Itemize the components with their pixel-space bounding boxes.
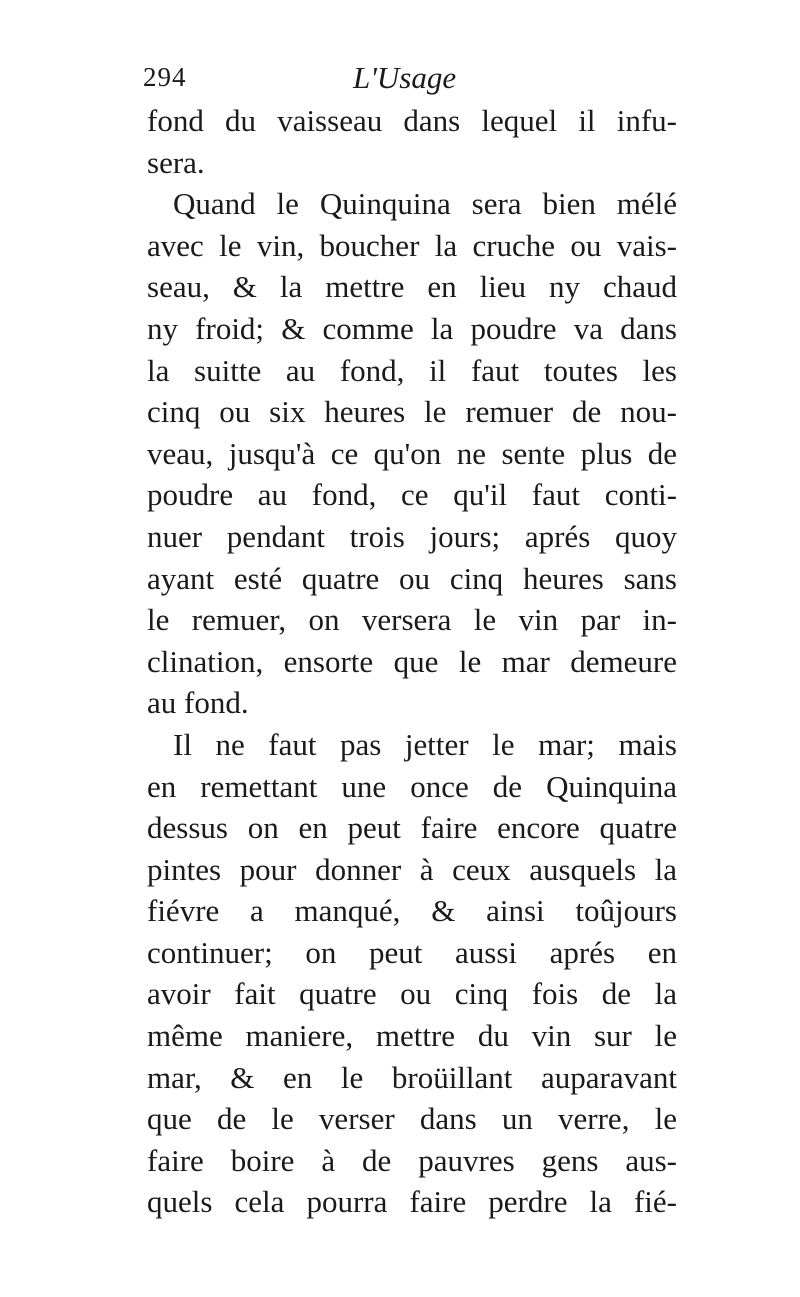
paragraph-first-line: Quand le Quinquina sera bien mélé	[173, 186, 677, 222]
text-line: ny froid; & comme la poudre va dans	[147, 310, 677, 346]
text-line: pintes pour donner à ceux ausquels la	[147, 851, 677, 887]
text-line: mar, & en le broüillant auparavant	[147, 1059, 677, 1095]
text-line: cinq ou six heures le remuer de nou-	[147, 394, 677, 430]
text-line: poudre au fond, ce qu'il faut conti-	[147, 477, 677, 513]
text-line: seau, & la mettre en lieu ny chaud	[147, 269, 677, 305]
text-line: continuer; on peut aussi aprés en	[147, 934, 677, 970]
text-line: au fond.	[147, 685, 249, 721]
text-line: ayant esté quatre ou cinq heures sans	[147, 560, 677, 596]
text-line: quels cela pourra faire perdre la fié-	[147, 1184, 677, 1220]
text-line: la suitte au fond, il faut toutes les	[147, 352, 677, 388]
running-title: L'Usage	[353, 60, 457, 95]
text-line: clination, ensorte que le mar demeure	[147, 643, 677, 679]
text-line: veau, jusqu'à ce qu'on ne sente plus de	[147, 435, 677, 471]
text-line: faire boire à de pauvres gens aus-	[147, 1142, 677, 1178]
text-line: sera.	[147, 144, 205, 180]
body-text	[147, 100, 677, 1223]
text-line: en remettant une once de Quinquina	[147, 768, 677, 804]
paragraph-first-line: Il ne faut pas jetter le mar; mais	[173, 726, 677, 762]
text-line: avec le vin, boucher la cruche ou vais-	[147, 227, 677, 263]
text-line: même maniere, mettre du vin sur le	[147, 1018, 677, 1054]
text-line: fond du vaisseau dans lequel il infu-	[147, 103, 677, 138]
text-line: dessus on en peut faire encore quatre	[147, 810, 677, 846]
page-number: 294	[143, 62, 187, 92]
text-line: avoir fait quatre ou cinq fois de la	[147, 976, 677, 1012]
text-line: nuer pendant trois jours; aprés quoy	[147, 518, 677, 554]
text-line: fiévre a manqué, & ainsi toûjours	[147, 893, 677, 929]
text-line: le remuer, on versera le vin par in-	[147, 602, 677, 638]
text-line: que de le verser dans un verre, le	[147, 1101, 677, 1137]
